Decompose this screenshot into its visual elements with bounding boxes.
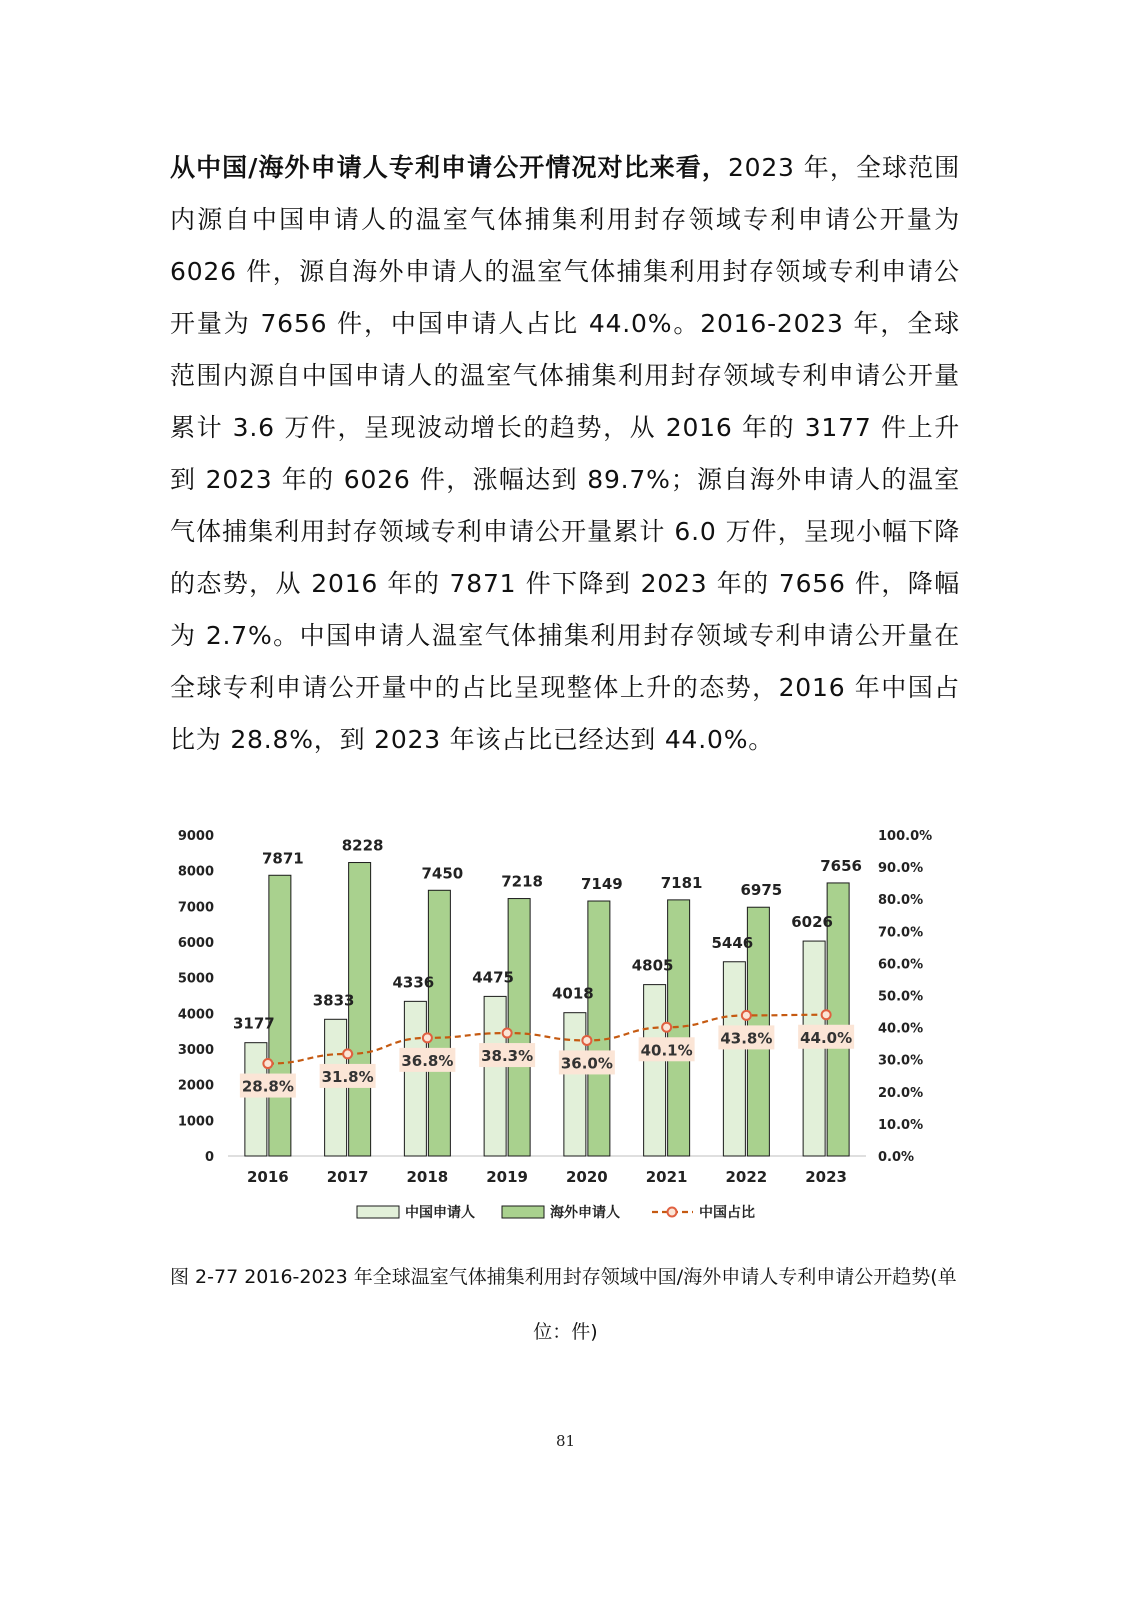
x-tick-label: 2017 xyxy=(326,1168,369,1186)
y-right-tick-label: 0.0% xyxy=(878,1150,915,1165)
y-right-tick-label: 50.0% xyxy=(878,989,924,1005)
x-tick-label: 2020 xyxy=(566,1168,608,1186)
ratio-value-label: 40.1% xyxy=(640,1041,693,1060)
bar-china-value-label: 4475 xyxy=(472,968,514,987)
x-tick-label: 2021 xyxy=(645,1168,688,1186)
bar-overseas xyxy=(588,901,610,1156)
x-tick-label: 2019 xyxy=(486,1168,528,1186)
x-tick-label: 2016 xyxy=(247,1168,289,1186)
y-right-tick-label: 70.0% xyxy=(878,925,924,941)
bar-overseas-value-label: 7218 xyxy=(501,872,543,891)
figure-caption-continued: 位：件) xyxy=(533,1321,598,1343)
y-left-tick-label: 2000 xyxy=(177,1078,214,1094)
bar-china xyxy=(644,985,666,1156)
y-right-tick-label: 40.0% xyxy=(878,1021,924,1037)
x-tick-label: 2023 xyxy=(805,1168,847,1186)
bar-china-value-label: 3833 xyxy=(312,991,355,1010)
bar-china-value-label: 3177 xyxy=(233,1014,275,1033)
legend-marker-ratio xyxy=(668,1208,677,1217)
bar-china-value-label: 5446 xyxy=(711,933,754,952)
ratio-value-label: 44.0% xyxy=(800,1028,853,1047)
y-left-tick-label: 5000 xyxy=(177,971,214,987)
bar-overseas-value-label: 6975 xyxy=(740,881,783,900)
legend-swatch-overseas xyxy=(502,1206,544,1218)
ratio-point-marker xyxy=(742,1011,751,1020)
y-right-tick-label: 80.0% xyxy=(878,893,924,909)
bar-china-value-label: 4336 xyxy=(392,973,435,992)
ratio-point-marker xyxy=(343,1049,352,1058)
bar-overseas-value-label: 7871 xyxy=(262,849,304,868)
y-left-tick-label: 8000 xyxy=(177,864,214,880)
ratio-value-label: 36.0% xyxy=(560,1054,613,1073)
y-left-tick-label: 0 xyxy=(204,1150,214,1165)
bar-china xyxy=(564,1013,586,1156)
bar-overseas-value-label: 8228 xyxy=(341,836,384,855)
legend-swatch-china xyxy=(357,1206,399,1218)
ratio-value-label: 38.3% xyxy=(481,1047,534,1066)
ratio-point-marker xyxy=(423,1033,432,1042)
paragraph-text: 2023 年，全球范围内源自中国申请人的温室气体捕集利用封存领域专利申请公开量为 6026 件，源自海外申请人的温室气体捕集利用封存领域专利申请公开量为 7656 件，中国申请人占比 44.0%。2016-2023 年，全球范围内源自中国申请人的温室气体捕集利用封存领域专利申请公开量累计 3.6 万件，呈现波动增长的趋势，从 2016 年的 3177 件上升到 2023 年的 6026 件，涨幅达到 89.7%；源自海外申请人的温室气体捕集利用封存领域专利申请公开量累计 6.0 万件，呈现小幅下降的态势，从 2016 年的 7871 件下降到 2023 年的 7656 件，降幅为 2.7%。中国申请人温室气体捕集利用封存领域专利申请公开量在全球专利申请公开量中的占比呈现整体上升的态势，2016 年中国占比为 28.8%，到 2023 年该占比已经达到 44.0%。 xyxy=(170,153,960,754)
bar-overseas-value-label: 7149 xyxy=(581,875,623,894)
y-left-tick-label: 7000 xyxy=(177,900,214,916)
y-left-tick-label: 4000 xyxy=(177,1007,214,1023)
ratio-point-marker xyxy=(503,1029,512,1038)
ratio-point-marker xyxy=(582,1036,591,1045)
trend-chart xyxy=(0,820,1131,1240)
ratio-value-label: 43.8% xyxy=(720,1029,773,1048)
ratio-point-marker xyxy=(822,1010,831,1019)
y-right-tick-label: 30.0% xyxy=(878,1053,924,1069)
bar-overseas-value-label: 7656 xyxy=(820,856,862,875)
y-left-tick-label: 3000 xyxy=(177,1043,214,1058)
bar-overseas-value-label: 7181 xyxy=(660,873,703,892)
bar-overseas xyxy=(428,890,450,1156)
y-right-tick-label: 10.0% xyxy=(878,1117,924,1133)
bar-china xyxy=(484,996,506,1156)
bar-china-value-label: 4805 xyxy=(631,956,674,975)
bar-china xyxy=(404,1001,426,1156)
x-tick-label: 2018 xyxy=(406,1168,449,1186)
ratio-value-label: 28.8% xyxy=(241,1077,294,1096)
y-right-tick-label: 90.0% xyxy=(878,861,924,877)
y-left-tick-label: 1000 xyxy=(177,1114,214,1130)
y-right-tick-label: 100.0% xyxy=(878,829,933,844)
y-left-tick-label: 9000 xyxy=(177,829,214,844)
ratio-point-marker xyxy=(263,1059,272,1068)
bar-china-value-label: 6026 xyxy=(791,913,833,932)
y-right-tick-label: 20.0% xyxy=(878,1085,924,1101)
bar-china xyxy=(245,1043,267,1156)
legend-label-ratio: 中国占比 xyxy=(699,1205,755,1221)
bar-china-value-label: 4018 xyxy=(552,984,594,1003)
ratio-value-label: 36.8% xyxy=(401,1051,454,1070)
figure-caption: 图 2-77 2016-2023 年全球温室气体捕集利用封存领域中国/海外申请人专利申请公开趋势(单 xyxy=(170,1266,957,1288)
ratio-value-label: 31.8% xyxy=(321,1067,374,1086)
bar-china xyxy=(723,962,745,1156)
y-left-tick-label: 6000 xyxy=(177,936,214,951)
chart-legend xyxy=(357,1204,755,1221)
ratio-point-marker xyxy=(662,1023,671,1032)
legend-label-overseas: 海外申请人 xyxy=(550,1205,620,1221)
paragraph-lead: 从中国/海外申请人专利申请公开情况对比来看， xyxy=(170,153,728,182)
bar-overseas xyxy=(508,899,530,1156)
y-right-tick-label: 60.0% xyxy=(878,957,924,973)
legend-label-china: 中国申请人 xyxy=(405,1205,475,1221)
x-tick-label: 2022 xyxy=(725,1168,768,1186)
bar-overseas-value-label: 7450 xyxy=(421,864,464,883)
body-paragraph xyxy=(170,142,960,766)
page-number: 81 xyxy=(555,1432,576,1450)
